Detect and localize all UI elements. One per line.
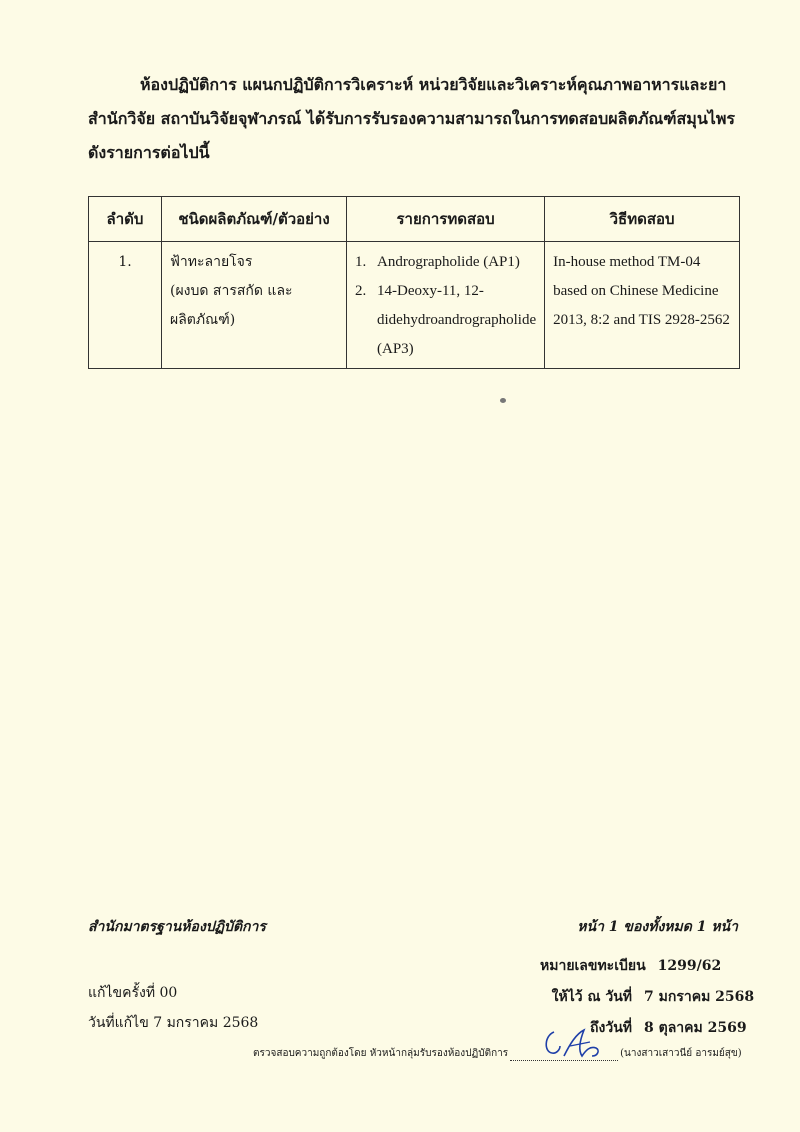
handwritten-signature xyxy=(540,1026,610,1062)
valid-value: 8 ตุลาคม 2569 xyxy=(644,1019,747,1036)
revision-number: แก้ไขครั้งที่ 00 xyxy=(88,985,178,1001)
test-item-number: 1. xyxy=(355,254,367,270)
test-list xyxy=(355,248,536,364)
product-line: ผลิตภัณฑ์) xyxy=(170,312,236,328)
page-info: หน้า 1 ของทั้งหมด 1 หน้า xyxy=(577,919,738,935)
test-item-text: 14-Deoxy-11, 12-didehydroandrographolide (AP3) xyxy=(377,283,537,357)
row-no: 1. xyxy=(89,242,162,369)
row-tests xyxy=(347,242,545,369)
intro-paragraph xyxy=(88,68,738,170)
registration-value: 1299/62 xyxy=(657,957,722,974)
product-line: (ผงบด สารสกัด และ xyxy=(170,283,293,299)
verification-line xyxy=(253,1046,742,1061)
verification-prefix: ตรวจสอบความถูกต้องโดย หัวหน้ากลุ่มรับรองห้องปฏิบัติการ xyxy=(253,1048,509,1059)
intro-line-3: ดังรายการต่อไปนี้ xyxy=(88,143,210,162)
product-line: ฟ้าทะลายโจร xyxy=(170,254,253,270)
header-test: รายการทดสอบ xyxy=(347,197,545,242)
row-method: In-house method TM-04 based on Chinese Medicine 2013, 8:2 and TIS 2928-2562 xyxy=(545,242,740,369)
ink-speck xyxy=(500,398,506,403)
test-item-number: 2. xyxy=(355,283,367,299)
accreditation-table xyxy=(88,196,740,369)
issued-value: 7 มกราคม 2568 xyxy=(644,988,755,1005)
registration-row xyxy=(540,950,754,981)
table-header-row xyxy=(89,197,740,242)
header-product: ชนิดผลิตภัณฑ์/ตัวอย่าง xyxy=(162,197,347,242)
valid-label: ถึงวันที่ xyxy=(590,1019,632,1036)
verifier-name: (นางสาวเสาวนีย์ อารมย์สุข) xyxy=(620,1048,742,1059)
test-item xyxy=(355,248,536,277)
issued-label: ให้ไว้ ณ วันที่ xyxy=(551,988,632,1005)
header-method: วิธีทดสอบ xyxy=(545,197,740,242)
test-item xyxy=(355,277,536,364)
table-row xyxy=(89,242,740,369)
intro-line-1: ห้องปฏิบัติการ แผนกปฏิบัติการวิเคราะห์ หน่วยวิจัยและวิเคราะห์คุณภาพอาหารและยา xyxy=(140,75,727,94)
revision-date: วันที่แก้ไข 7 มกราคม 2568 xyxy=(88,1015,259,1031)
test-item-text: Andrographolide (AP1) xyxy=(377,254,520,270)
issued-row xyxy=(540,981,754,1012)
header-no: ลำดับ xyxy=(89,197,162,242)
row-product xyxy=(162,242,347,369)
office-name: สำนักมาตรฐานห้องปฏิบัติการ xyxy=(88,919,266,935)
registration-label: หมายเลขทะเบียน xyxy=(540,957,646,974)
intro-line-2: สำนักวิจัย สถาบันวิจัยจุฬาภรณ์ ได้รับการรับรองความสามารถในการทดสอบผลิตภัณฑ์สมุนไพร xyxy=(88,109,735,128)
